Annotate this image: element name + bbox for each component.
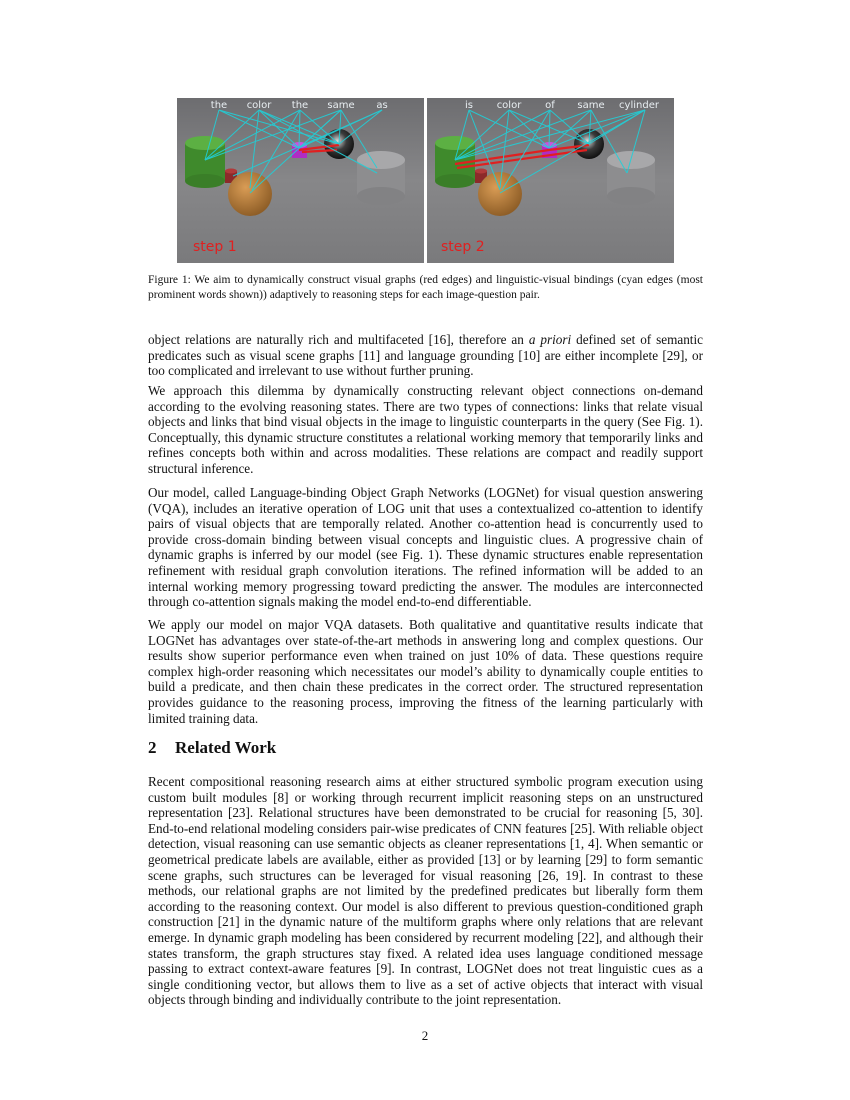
figure-caption: Figure 1: We aim to dynamically construct visual graphs (red edges) and linguistic-visual bindings (cyan edges (most prominent words shown)) adaptively to reasoning steps for each image-question pair. xyxy=(148,274,703,301)
paragraph-4: We apply our model on major VQA datasets. Both qualitative and quantitative results indicate that LOGNet has advantages over state-of-the-art methods in answering long and complex questions. Our results show superior performance even when trained on just 10% of data. These questions require complex high-order reasoning which necessitates our model’s ability to dynamically couple entities to build a predicate, and then chain these predicates in the correct order. The structured representation provides guidance to the reasoning process, improving the fitness of the learning particularly with limited training data. xyxy=(148,617,703,726)
scene-render-step-1 xyxy=(177,98,424,263)
paragraph-2: We approach this dilemma by dynamically constructing relevant object connections on-demand according to the evolving reasoning states. There are two types of connections: links that relate visual objects and links that bind visual objects in the image to linguistic counterparts in the query (See Fig. 1). Conceptually, this dynamic structure constitutes a relational working memory that temporarily links and refines concepts both within and across modalities. These relations are compact and readily support structural inference. xyxy=(148,383,703,476)
brown-sphere xyxy=(478,172,522,216)
scene-render-step-2 xyxy=(427,98,674,263)
gray-cylinder xyxy=(357,151,405,205)
step-label: step 1 xyxy=(193,239,237,255)
green-cylinder xyxy=(185,136,225,188)
paragraph-1 xyxy=(148,332,703,379)
word-label: cylinder xyxy=(619,100,659,111)
related-work-paragraph: Recent compositional reasoning research aims at either structured symbolic program execution using custom built modules [8] or working through recurrent implicit reasoning steps on an unstructured representation [23]. Relational structures have been demonstrated to be crucial for reasoning [5, 30]. End-to-end relational modeling considers pair-wise predicates of CNN features [25]. With reliable object detection, visual reasoning can use semantic objects as cleaner representations [1, 4]. When semantic or geometrical predicate labels are available, either as provided [13] or by learning [29] to form semantic scene graphs, such structures can be leveraged for visual reasoning [26, 19]. In contrast to these methods, our relational graphs are not limited by the predefined predicates but liberally form them according to the reasoning context. Our model is also different to previous question-conditioned graph construction [21] in the dynamic nature of the multiform graphs where only relations that are relevant emerge. In dynamic graph modeling has been considered by recurrent modeling [22], and although their states transform, the graph structures stay fixed. A related idea uses language conditioned message passing to extract context-aware features [9]. In contrast, LOGNet does not treat linguistic cues as a single conditioning vector, but allows them to live as a set of active objects that interact with visual objects through binding and individually contribute to the joint representation. xyxy=(148,774,703,1008)
word-label: same xyxy=(327,100,355,111)
figure-1 xyxy=(177,98,674,263)
section-heading xyxy=(148,738,276,758)
figure-panel-step-2 xyxy=(427,98,674,263)
word-label: the xyxy=(210,100,228,111)
word-label: color xyxy=(246,100,272,111)
word-label: as xyxy=(376,100,388,111)
paragraph-1-end: defined set of semantic predicates such as visual scene graphs [11] and language grounding [10] are either incomplete [29], or too complicated and irrelevant to use without further pruning. xyxy=(148,332,703,379)
section-title: Related Work xyxy=(175,738,277,757)
paragraph-1-start: object relations are naturally rich and multifaceted [16], therefore an xyxy=(148,332,529,347)
step-label: step 2 xyxy=(441,239,485,255)
paragraph-3: Our model, called Language-binding Object Graph Networks (LOGNet) for visual question answering (VQA), includes an iterative operation of LOG unit that uses a contextualized co-attention to identify pairs of visual objects that are temporally related. Another co-attention head is concurrently used to provide cross-domain binding between visual concepts and linguistic clues. A progressive chain of dynamic graphs is inferred by our model (see Fig. 1). These dynamic structures enable representation refinement with residual graph convolution iterations. The refined information will be added to an internal working memory progressing toward predicting the answer. The modules are interconnected through co-attention signals making the model end-to-end differentiable. xyxy=(148,485,703,610)
figure-panel-step-1 xyxy=(177,98,424,263)
word-label: color xyxy=(496,100,522,111)
word-label: the xyxy=(291,100,309,111)
paragraph-1-italic: a priori xyxy=(528,332,572,347)
section-number: 2 xyxy=(148,738,157,757)
word-label: of xyxy=(545,100,555,111)
word-label: same xyxy=(577,100,605,111)
word-label: is xyxy=(465,100,473,111)
page-number: 2 xyxy=(421,1028,429,1043)
